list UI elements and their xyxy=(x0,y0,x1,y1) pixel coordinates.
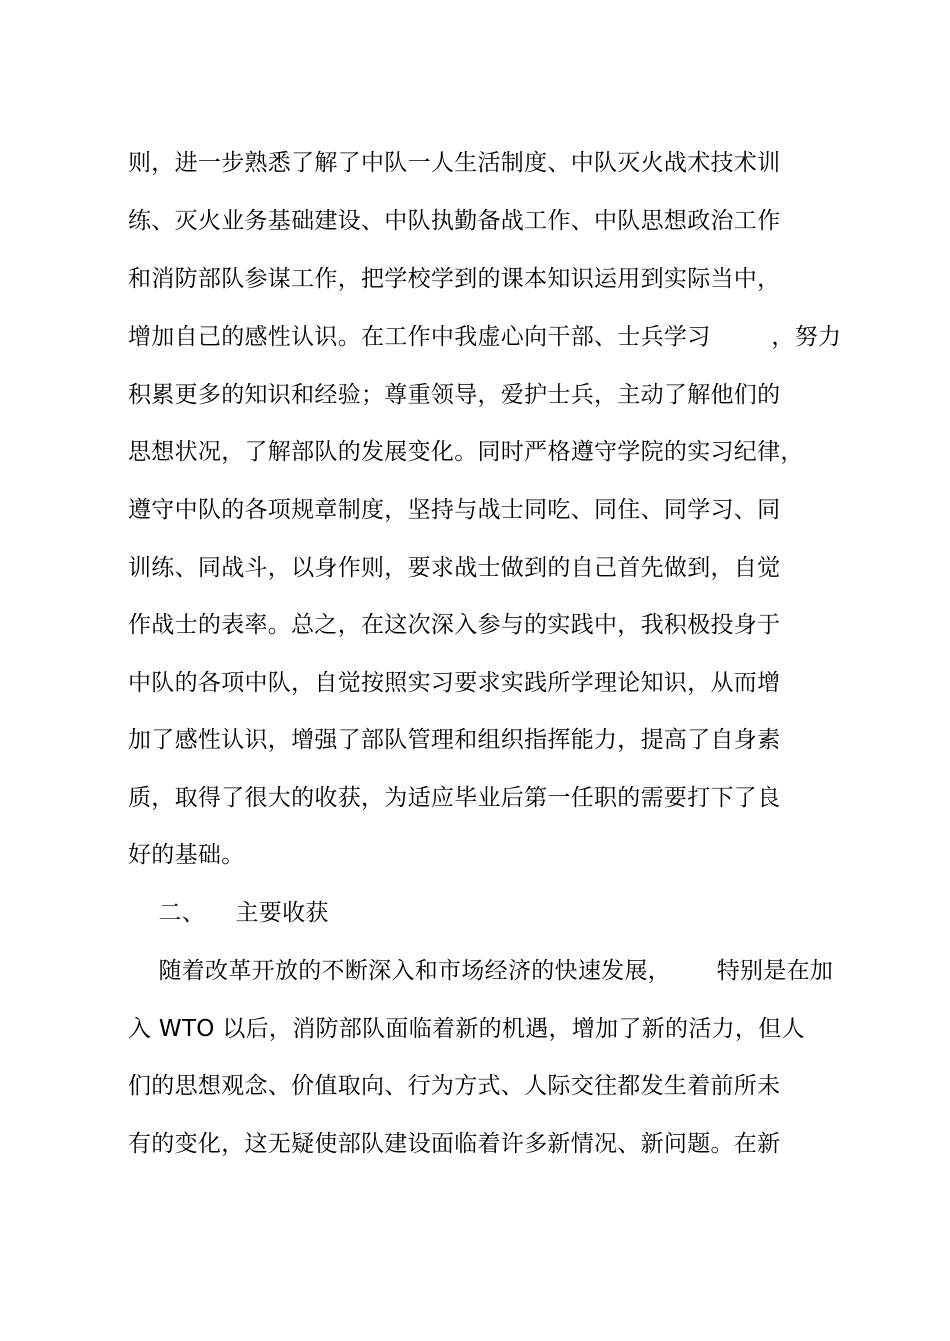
text-line: 遵守中队的各项规章制度，坚持与战士同吃、同住、同学习、同 xyxy=(128,497,781,523)
text-line: 质，取得了很大的收获，为适应毕业后第一任职的需要打下了良 xyxy=(128,785,781,811)
text-line: 中队的各项中队，自觉按照实习要求实践所学理论知识，从而增 xyxy=(128,670,781,696)
text-line: 们的思想观念、价值取向、行为方式、人际交往都发生着前所未 xyxy=(128,1073,781,1099)
section-heading: 二、 主要收获 xyxy=(128,900,329,926)
text-line: 好的基础。 xyxy=(128,842,245,868)
text-line: 思想状况，了解部队的发展变化。同时严格遵守学院的实习纪律， xyxy=(128,439,804,465)
text-line: 则，进一步熟悉了解了中队一人生活制度、中队灭火战术技术训 xyxy=(128,150,781,176)
text-line: 积累更多的知识和经验；尊重领导，爱护士兵，主动了解他们的 xyxy=(128,382,781,408)
text-line: 作战士的表率。总之，在这次深入参与的实践中，我积极投身于 xyxy=(128,612,781,638)
text-line: 有的变化，这无疑使部队建设面临着许多新情况、新问题。在新 xyxy=(128,1131,781,1157)
text-line: 随着改革开放的不断深入和市场经济的快速发展， 特别是在加 xyxy=(128,958,834,984)
text-line: 训练、同战斗，以身作则，要求战士做到的自己首先做到，自觉 xyxy=(128,555,781,581)
text-line: 和消防部队参谋工作，把学校学到的课本知识运用到实际当中， xyxy=(128,266,781,292)
text-line: 入 WTO 以后，消防部队面临着新的机遇，增加了新的活力，但人 xyxy=(128,1016,805,1042)
text-line: 增加自己的感性认识。在工作中我虚心向干部、士兵学习 ，努力 xyxy=(128,324,842,350)
text-line: 加了感性认识，增强了部队管理和组织指挥能力，提高了自身素 xyxy=(128,727,781,753)
text-line: 练、灭火业务基础建设、中队执勤备战工作、中队思想政治工作 xyxy=(128,208,781,234)
